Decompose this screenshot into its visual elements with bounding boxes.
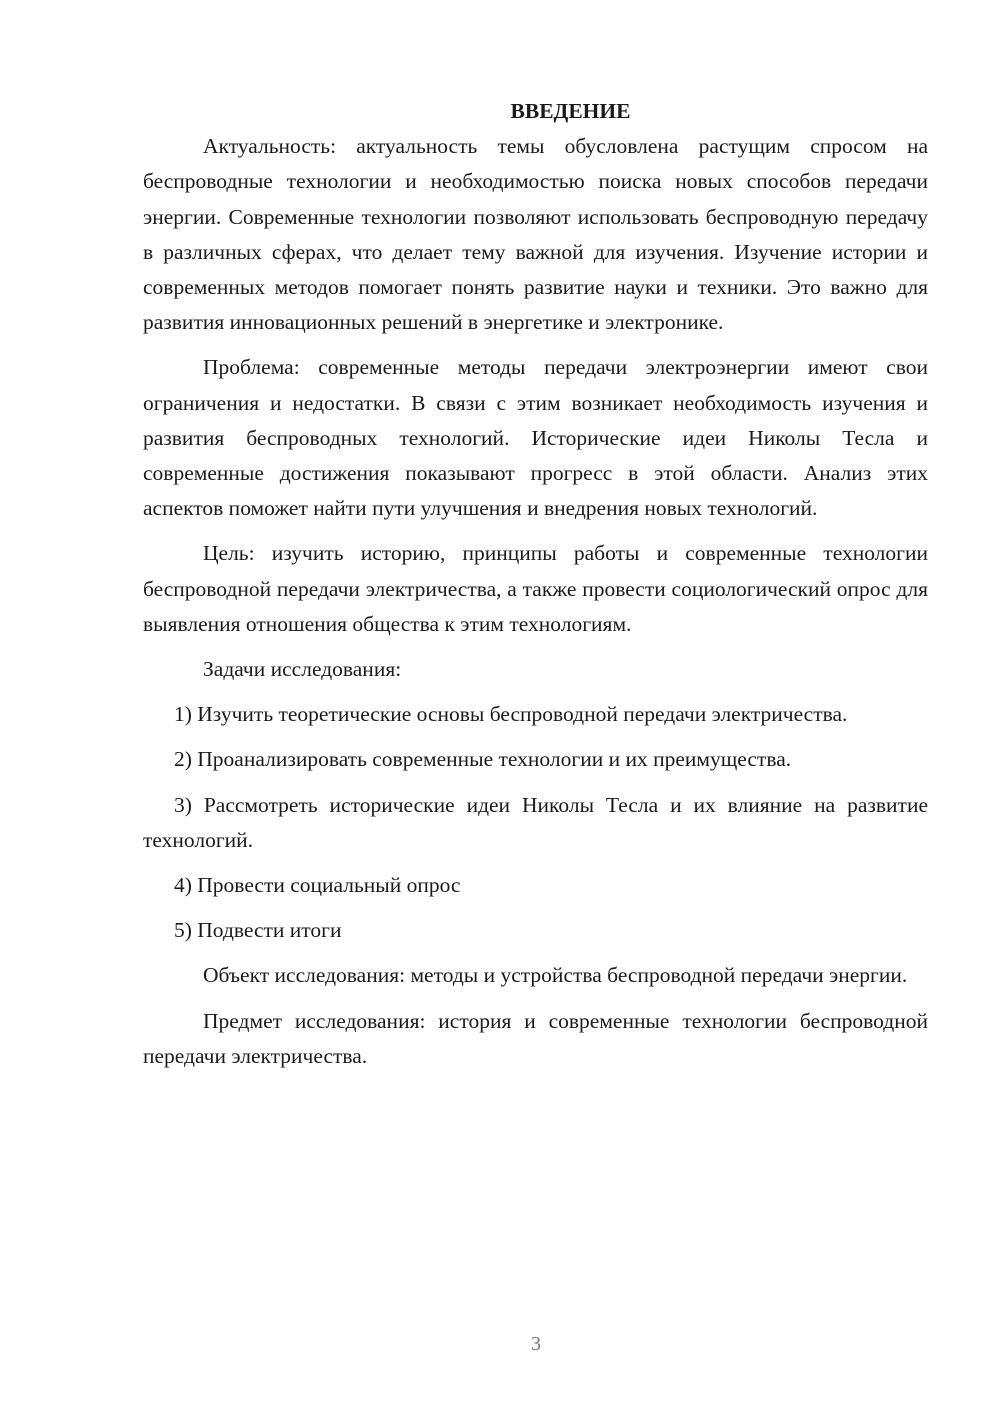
paragraph-tasks-heading: Задачи исследования: (203, 657, 402, 682)
task-item-2: 2) Проанализировать современные технологии и их преимущества. (174, 747, 792, 772)
task-item-1: 1) Изучить теоретические основы беспроводной передачи электричества. (174, 702, 848, 727)
document-body (143, 94, 928, 1074)
paragraph-object: Объект исследования: методы и устройства беспроводной передачи энергии. (203, 963, 908, 988)
paragraph-problem: Проблема: современные методы передачи электроэнергии имеют свои ограничения и недостатки. В связи с этим возникает необходимость изучения и развития беспроводных технологий. Исторические идеи Николы Тесла и современные достижения показывают прогресс в этой области. Анализ этих аспектов поможет найти пути улучшения и внедрения новых технологий. (143, 355, 928, 521)
paragraph-relevance: Актуальность: актуальность темы обусловлена растущим спросом на беспроводные технологии и необходимостью поиска новых способов передачи энергии. Современные технологии позволяют использовать беспроводную передачу в различных сферах, что делает тему важной для изучения. Изучение истории и современных методов помогает понять развитие науки и техники. Это важно для развития инновационных решений в энергетике и электронике. (143, 134, 928, 335)
page-number: 3 (531, 1333, 541, 1355)
paragraph-subject: Предмет исследования: история и современные технологии беспроводной передачи электричества. (143, 1008, 928, 1068)
page-title: ВВЕДЕНИЕ (510, 99, 631, 123)
task-item-3: 3) Рассмотреть исторические идеи Николы Тесла и их влияние на развитие технологий. (143, 792, 928, 852)
task-item-5: 5) Подвести итоги (174, 918, 342, 943)
task-item-4: 4) Провести социальный опрос (174, 873, 461, 898)
paragraph-goal: Цель: изучить историю, принципы работы и современные технологии беспроводной передачи электричества, а также провести социологический опрос для выявления отношения общества к этим технологиям. (143, 541, 928, 636)
